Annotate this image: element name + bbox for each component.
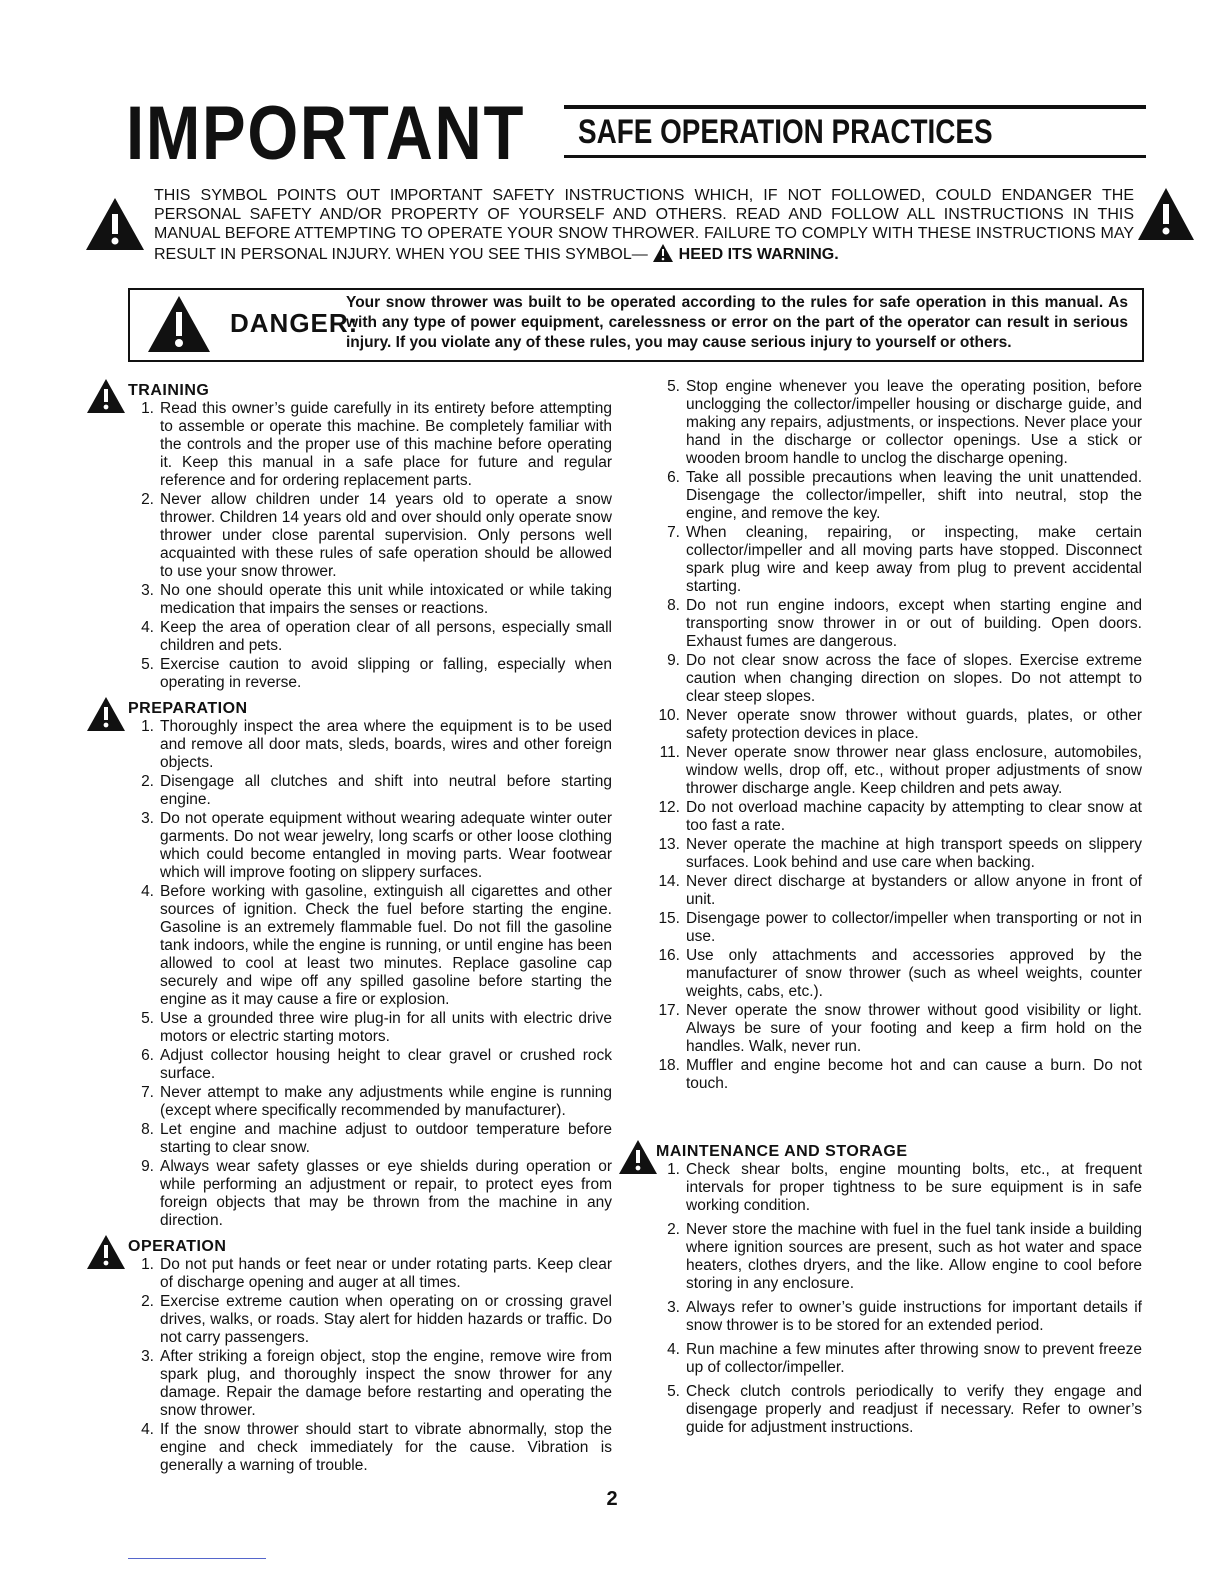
item-text: Always refer to owner’s guide instructions for important details if snow thrower is to be stored for an extended period. [686, 1299, 1142, 1334]
item-number: 12. [658, 799, 680, 816]
danger-label: DANGER: [230, 308, 359, 338]
list-item [620, 873, 1142, 909]
item-number: 5. [667, 378, 680, 395]
intro-text [154, 186, 1134, 264]
item-number: 1. [141, 400, 154, 417]
list-item [620, 378, 1142, 468]
list-item [86, 718, 612, 772]
item-text: Use a grounded three wire plug-in for all units with electric drive motors or electric starting motors. [160, 1010, 612, 1045]
item-text: Adjust collector housing height to clear gravel or crushed rock surface. [160, 1047, 612, 1082]
item-text: Exercise caution to avoid slipping or falling, especially when operating in reverse. [160, 656, 612, 691]
item-text: Never store the machine with fuel in the fuel tank inside a building where ignition sources are present, such as hot water and space heaters, clothes dryers, and the like. Allow engine to cool before storing in any enclosure. [686, 1221, 1142, 1292]
list-item [86, 1121, 612, 1157]
item-number: 3. [141, 582, 154, 599]
list-item [86, 582, 612, 618]
list-item [620, 1341, 1142, 1377]
item-text: Never operate snow thrower near glass enclosure, automobiles, window wells, drop off, etc., without proper adjustments of snow thrower discharge angle. Keep children and pets away. [686, 744, 1142, 797]
item-number: 7. [667, 524, 680, 541]
maintenance-list [620, 1161, 1142, 1437]
warning-triangle-icon [1136, 186, 1196, 242]
training-section [86, 378, 612, 692]
item-text: Never allow children under 14 years old to operate a snow thrower. Children 14 years old and over should only operate snow thrower under close parental supervision. Only persons well acquainted with these rules of safe operation should be allowed to use your snow thrower. [160, 491, 612, 580]
item-text: Use only attachments and accessories approved by the manufacturer of snow thrower (such as wheel weights, counter weights, cabs, etc.). [686, 947, 1142, 1000]
item-number: 9. [667, 652, 680, 669]
item-number: 16. [658, 947, 680, 964]
item-text: Stop engine whenever you leave the operating position, before unclogging the collector/impeller housing or discharge guide, and making any repairs, adjustments, or inspections. Never place your hand in the discharge or collector openings. Use a stick or wooden broom handle to unclog the discharge opening. [686, 378, 1142, 467]
list-item [620, 1383, 1142, 1437]
list-item [86, 883, 612, 1009]
intro-block [84, 186, 1194, 266]
item-number: 18. [658, 1057, 680, 1074]
item-number: 1. [141, 1256, 154, 1273]
list-item [620, 1221, 1142, 1293]
page-header [126, 91, 1146, 176]
item-number: 15. [658, 910, 680, 927]
list-item [86, 1047, 612, 1083]
operation-heading [86, 1234, 612, 1256]
training-title: TRAINING [128, 382, 210, 399]
item-number: 5. [141, 1010, 154, 1027]
item-number: 5. [667, 1383, 680, 1400]
page-subtitle: SAFE OPERATION PRACTICES [578, 113, 993, 151]
preparation-heading [86, 696, 612, 718]
item-text: Disengage all clutches and shift into neutral before starting engine. [160, 773, 612, 808]
item-text: Exercise extreme caution when operating on or crossing gravel drives, walks, or roads. Stay alert for hidden hazards or traffic. Do not carry passengers. [160, 1293, 612, 1346]
list-item [86, 656, 612, 692]
list-item [620, 799, 1142, 835]
maintenance-section [620, 1139, 1142, 1437]
item-text: Let engine and machine adjust to outdoor temperature before starting to clear snow. [160, 1121, 612, 1156]
header-rule-bottom [564, 155, 1146, 158]
list-item [620, 910, 1142, 946]
item-text: Do not run engine indoors, except when starting engine and transporting snow thrower in or out of building. Open doors. Exhaust fumes are dangerous. [686, 597, 1142, 650]
list-item [86, 1158, 612, 1230]
item-text: Check shear bolts, engine mounting bolts, etc., at frequent intervals for proper tightness to be sure equipment is in safe working condition. [686, 1161, 1142, 1214]
item-text: Always wear safety glasses or eye shields during operation or while performing an adjustment or repair, to protect eyes from foreign objects that may be thrown from the machine in any direction. [160, 1158, 612, 1229]
item-number: 8. [141, 1121, 154, 1138]
item-number: 4. [141, 619, 154, 636]
maintenance-heading [620, 1139, 1142, 1161]
item-text: Never operate the machine at high transport speeds on slippery surfaces. Look behind and use care when backing. [686, 836, 1142, 871]
maintenance-title: MAINTENANCE AND STORAGE [656, 1143, 908, 1160]
item-text: Keep the area of operation clear of all persons, especially small children and pets. [160, 619, 612, 654]
training-heading [86, 378, 612, 400]
list-item [86, 1010, 612, 1046]
item-number: 5. [141, 656, 154, 673]
list-item [86, 400, 612, 490]
item-number: 1. [141, 718, 154, 735]
list-item [620, 1161, 1142, 1215]
item-number: 4. [141, 883, 154, 900]
list-item [620, 597, 1142, 651]
list-item [86, 491, 612, 581]
item-text: If the snow thrower should start to vibrate abnormally, stop the engine and check immediately for the cause. Vibration is generally a warning of trouble. [160, 1421, 612, 1474]
item-text: After striking a foreign object, stop the engine, remove wire from spark plug, and thoroughly inspect the snow thrower for any damage. Repair the damage before restarting and operating the snow thrower. [160, 1348, 612, 1419]
item-text: Before working with gasoline, extinguish all cigarettes and other sources of ignition. Check the fuel before starting the engine. Gasoline is an extremely flammable fuel. Do not fill the gasoline tank indoors, while the engine is running, or until engine has been allowed to cool at least two minutes. Replace gasoline cap securely and wipe off any spilled gasoline before starting the engine as it may cause a fire or explosion. [160, 883, 612, 1008]
item-text: Muffler and engine become hot and can cause a burn. Do not touch. [686, 1057, 1142, 1092]
list-item [620, 1057, 1142, 1093]
item-text: Do not clear snow across the face of slopes. Exercise extreme caution when changing direction on slopes. Do not attempt to clear steep slopes. [686, 652, 1142, 705]
item-text: Never operate the snow thrower without good visibility or light. Always be sure of your footing and keep a firm hold on the handles. Walk, never run. [686, 1002, 1142, 1055]
list-item [86, 1421, 612, 1475]
list-item [86, 1256, 612, 1292]
operation-title: OPERATION [128, 1238, 227, 1255]
item-text: Run machine a few minutes after throwing snow to prevent freeze up of collector/impeller. [686, 1341, 1142, 1376]
header-rule-top [564, 105, 1146, 109]
item-text: Thoroughly inspect the area where the equipment is to be used and remove all door mats, sleds, boards, wires and other foreign objects. [160, 718, 612, 771]
list-item [620, 652, 1142, 706]
item-text: Never operate snow thrower without guards, plates, or other safety protection devices in place. [686, 707, 1142, 742]
item-text: Do not operate equipment without wearing adequate winter outer garments. Do not wear jewelry, long scarfs or other loose clothing which could become entangled in moving parts. Wear footwear which will improve footing on slippery surfaces. [160, 810, 612, 881]
item-number: 2. [667, 1221, 680, 1238]
item-text: No one should operate this unit while intoxicated or while taking medication that impairs the senses or reactions. [160, 582, 612, 617]
item-number: 8. [667, 597, 680, 614]
item-number: 17. [658, 1002, 680, 1019]
page-title: IMPORTANT [126, 91, 526, 176]
operation-list-continued [620, 378, 1142, 1093]
preparation-section [86, 696, 612, 1230]
preparation-title: PREPARATION [128, 700, 248, 717]
item-number: 6. [667, 469, 680, 486]
list-item [620, 1299, 1142, 1335]
item-text: Do not put hands or feet near or under rotating parts. Keep clear of discharge opening and auger at all times. [160, 1256, 612, 1291]
list-item [86, 1348, 612, 1420]
warning-triangle-icon [84, 196, 146, 252]
operation-list [86, 1256, 612, 1475]
item-number: 3. [141, 1348, 154, 1365]
item-number: 13. [658, 836, 680, 853]
left-column [86, 378, 612, 1479]
item-text: Do not overload machine capacity by attempting to clear snow at too fast a rate. [686, 799, 1142, 834]
item-number: 14. [658, 873, 680, 890]
item-text: When cleaning, repairing, or inspecting, make certain collector/impeller and all moving parts have stopped. Disconnect spark plug wire and keep away from plug to prevent accidental starting. [686, 524, 1142, 595]
item-text: Check clutch controls periodically to verify they engage and disengage properly and readjust if necessary. Refer to owner’s guide for adjustment instructions. [686, 1383, 1142, 1436]
list-item [620, 947, 1142, 1001]
danger-box [128, 288, 1144, 362]
list-item [620, 744, 1142, 798]
list-item [620, 524, 1142, 596]
item-number: 2. [141, 773, 154, 790]
list-item [86, 1084, 612, 1120]
list-item [620, 707, 1142, 743]
right-column [620, 378, 1142, 1443]
item-text: Take all possible precautions when leaving the unit unattended. Disengage the collector/impeller, shift into neutral, stop the engine, and remove the key. [686, 469, 1142, 522]
inline-warning-icon [652, 243, 674, 263]
item-number: 1. [667, 1161, 680, 1178]
item-number: 6. [141, 1047, 154, 1064]
footer-rule [128, 1558, 266, 1559]
list-item [620, 1002, 1142, 1056]
item-number: 10. [658, 707, 680, 724]
list-item [86, 773, 612, 809]
item-number: 11. [659, 744, 680, 761]
list-item [620, 469, 1142, 523]
list-item [86, 810, 612, 882]
list-item [86, 619, 612, 655]
danger-text: Your snow thrower was built to be operated according to the rules for safe operation in this manual. As with any type of power equipment, carelessness or error on the part of the operator can result in serious injury. If you violate any of these rules, you may cause serious injury to yourself or others. [346, 294, 1128, 351]
item-text: Never attempt to make any adjustments while engine is running (except where specifically recommended by manufacturer). [160, 1084, 612, 1119]
item-text: Read this owner’s guide carefully in its entirety before attempting to assemble or operate this machine. Be completely familiar with the controls and the proper use of this machine before operating it. Keep this manual in a safe place for future and regular reference and for ordering replacement parts. [160, 400, 612, 489]
page-number: 2 [606, 1488, 618, 1510]
heed-warning-text: HEED ITS WARNING. [678, 246, 839, 263]
list-item [86, 1293, 612, 1347]
item-number: 3. [141, 810, 154, 827]
intro-body: THIS SYMBOL POINTS OUT IMPORTANT SAFETY INSTRUCTIONS WHICH, IF NOT FOLLOWED, COULD ENDANGER THE PERSONAL SAFETY AND/OR PROPERTY OF YOURSELF AND OTHERS. READ AND FOLLOW ALL INSTRUCTIONS IN THIS MANUAL BEFORE ATTEMPTING TO OPERATE YOUR SNOW THROWER. FAILURE TO COMPLY WITH THESE INSTRUCTIONS MAY RESULT IN PERSONAL INJURY. WHEN YOU SEE THIS SYMBOL— [154, 187, 1134, 263]
item-number: 2. [141, 1293, 154, 1310]
training-list [86, 400, 612, 692]
preparation-list [86, 718, 612, 1230]
item-number: 9. [141, 1158, 154, 1175]
item-text: Never direct discharge at bystanders or allow anyone in front of unit. [686, 873, 1142, 908]
item-number: 2. [141, 491, 154, 508]
item-number: 4. [141, 1421, 154, 1438]
operation-section [86, 1234, 612, 1475]
item-number: 4. [667, 1341, 680, 1358]
danger-warning-icon [146, 294, 212, 354]
item-number: 7. [141, 1084, 154, 1101]
item-number: 3. [667, 1299, 680, 1316]
item-text: Disengage power to collector/impeller when transporting or not in use. [686, 910, 1142, 945]
list-item [620, 836, 1142, 872]
